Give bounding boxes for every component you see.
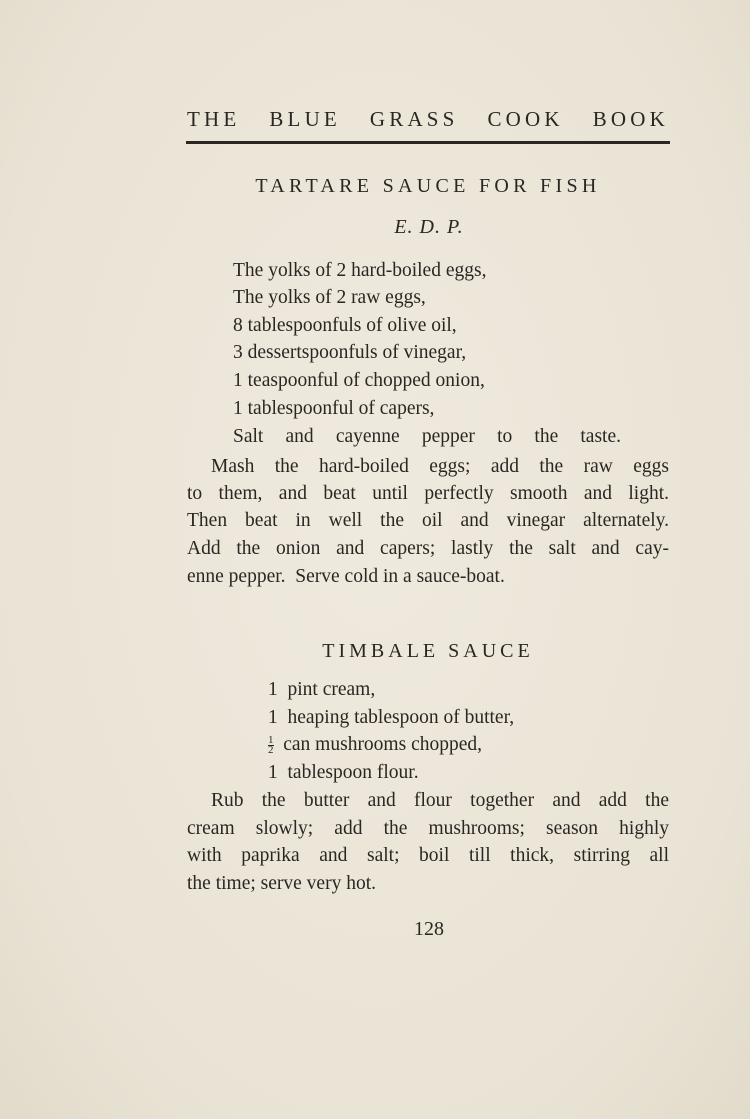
ingredient-text: heaping tablespoon of butter,	[287, 707, 515, 728]
directions-line: the time; serve very hot.	[187, 873, 376, 894]
ingredient-line	[268, 704, 514, 731]
ingredient-text: tablespoon flour.	[287, 762, 419, 783]
directions-line: enne pepper. Serve cold in a sauce-boat.	[187, 566, 505, 587]
page-number: 128	[414, 918, 444, 940]
directions-line: to them, and beat until perfectly smooth and light.	[187, 483, 669, 504]
directions-line: cream slowly; add the mushrooms; season highly	[187, 818, 669, 839]
recipe-title-timbale: TIMBALE SAUCE	[322, 640, 534, 662]
ingredient-line: 8 tablespoonfuls of olive oil,	[233, 315, 457, 336]
ingredient-qty: 1	[268, 762, 278, 783]
ingredient-line	[268, 676, 375, 703]
directions-line: Add the onion and capers; lastly the salt and cay-	[187, 538, 669, 559]
ingredient-line: Salt and cayenne pepper to the taste.	[233, 426, 621, 447]
ingredient-qty: 1	[268, 707, 278, 728]
directions-line: Then beat in well the oil and vinegar alternately.	[187, 510, 669, 531]
ingredient-line: 1 tablespoonful of capers,	[233, 398, 435, 419]
ingredient-line: 3 dessertspoonfuls of vinegar,	[233, 342, 467, 363]
directions-line: Mash the hard-boiled eggs; add the raw eggs	[211, 456, 669, 477]
ingredient-line: 1 teaspoonful of chopped onion,	[233, 370, 485, 391]
ingredient-text: can mushrooms chopped,	[283, 734, 483, 755]
ingredient-line	[268, 731, 482, 758]
recipe-author: E. D. P.	[394, 216, 464, 238]
ingredient-line: The yolks of 2 hard-boiled eggs,	[233, 260, 487, 281]
ingredient-text: pint cream,	[287, 679, 376, 700]
recipe-title-tartare: TARTARE SAUCE FOR FISH	[255, 175, 601, 197]
running-header: THE BLUE GRASS COOK BOOK	[187, 107, 669, 131]
fraction-half: $\frac{1}{2}$	[268, 734, 274, 757]
ingredient-qty: 1	[268, 679, 278, 700]
directions-line: Rub the butter and flour together and add the	[211, 790, 669, 811]
directions-line: with paprika and salt; boil till thick, stirring all	[187, 845, 669, 866]
ingredient-line	[268, 759, 419, 786]
ingredient-line: The yolks of 2 raw eggs,	[233, 287, 426, 308]
header-rule	[186, 141, 670, 144]
